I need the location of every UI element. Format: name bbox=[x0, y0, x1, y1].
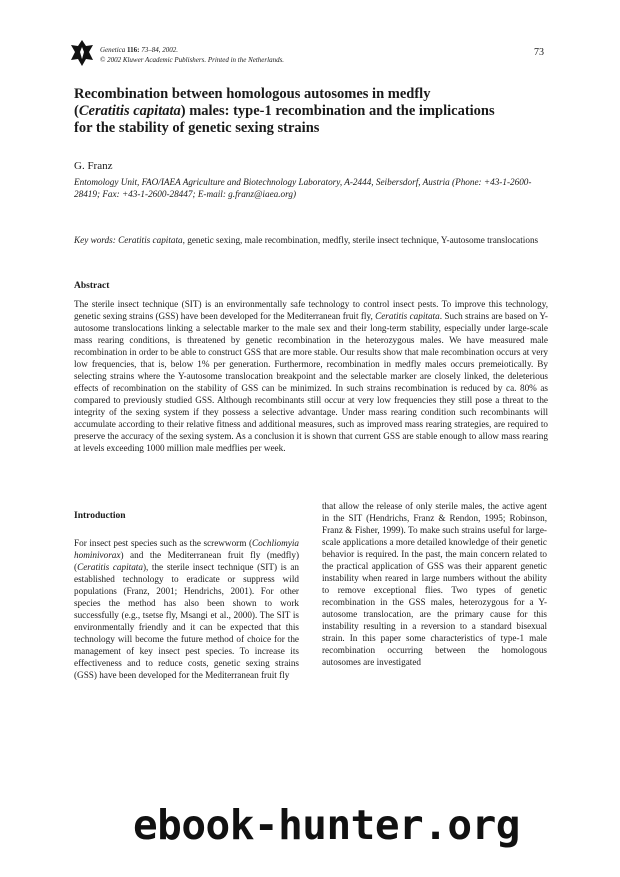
title-line-2: (Ceratitis capitata) males: type-1 recombination and the implications bbox=[74, 103, 495, 119]
author-affiliation: Entomology Unit, FAO/IAEA Agriculture and Biotechnology Laboratory, A-2444, Seibersdorf, Austria (Phone: +43-1-2600-28419; Fax: +43-1-2600-28447; E-mail: g.franz@iaea.org) bbox=[74, 177, 532, 199]
introduction-paragraph: For insect pest species such as the screwworm (Cochliomyia hominivorax) and the Mediterranean fruit fly (medfly) (Ceratitis capitata), the sterile insect technique (SIT) is an established technology to eradicate or suppress wild populations (Franz, 2001; Hendrichs, 2001). For other species the method has also been shown to work successfully (e.g., tsetse fly, Msangi et al., 2000). The SIT is environmentally friendly and it can be expected that this technology will become the future method of choice for the management of key insect pest species. To increase its effectiveness and to reduce costs, genetic sexing strains (GSS) have been developed for the Mediterranean fruit fly bbox=[74, 538, 299, 680]
publisher-logo-icon bbox=[71, 40, 93, 66]
copyright-line: © 2002 Kluwer Academic Publishers. Printed in the Netherlands. bbox=[100, 56, 285, 64]
abstract-body: The sterile insect technique (SIT) is an environmentally safe technology to control insect pests. To improve this technology, genetic sexing strains (GSS) have been developed for the Mediterranean fruit fly, Ceratitis capitata. Such strains are based on Y-autosome translocations linking a selectable marker to the male sex and their long-term stability, especially under large-scale mass rearing conditions, is threatened by genetic recombination in the heterozygous males. We have measured male recombination in order to be able to construct GSS that are more stable. Our results show that male recombination occurs at very low frequencies, that is, below 1% per generation. Furthermore, recombination in medfly males occurs premeiotically. By selecting strains where the Y-autosome translocation breakpoint and the selectable marker are closely linked, the deleterious effects of recombination on the stability of GSS can be minimized. In such strains recombination is reduced by ca. 80% as compared to previously studied GSS. Although recombinants still occur at very low frequencies they still pose a threat to the integrity of the sexing system if they possess a selective advantage. Under mass rearing condition such recombinants will accumulate according to their relative fitness and additional measures, such as improved mass rearing strategies, are required to preserve the accuracy of the sexing system. As a conclusion it is shown that current GSS are stable enough to allow mass rearing at levels exceeding 1000 million male medflies per week. bbox=[74, 299, 548, 453]
author-name: G. Franz bbox=[74, 160, 113, 172]
journal-pages-year: 73–84, 2002. bbox=[141, 46, 178, 54]
introduction-heading: Introduction bbox=[74, 511, 126, 521]
page-number: 73 bbox=[534, 47, 544, 58]
keywords-label: Key words: bbox=[74, 235, 116, 245]
keywords bbox=[74, 234, 554, 246]
title-species: Ceratitis capitata bbox=[78, 103, 181, 119]
journal-name: Genetica bbox=[100, 46, 126, 54]
keywords-species: Ceratitis capitata bbox=[118, 235, 183, 245]
journal-volume: 116: bbox=[127, 46, 140, 54]
watermark-text: ebook-hunter.org bbox=[133, 801, 520, 849]
keywords-list: , genetic sexing, male recombination, medfly, sterile insect technique, Y-autosome translocations bbox=[182, 235, 539, 245]
right-column bbox=[322, 500, 547, 668]
introduction-continued: that allow the release of only sterile males, the active agent in the SIT (Hendrichs, Franz & Rendon, 1995; Robinson, Franz & Fisher, 1999). To make such strains useful for large-scale applications a more detailed knowledge of their genetic behavior is required. In the past, the main concern related to the practical application of GSS was their apparent genetic instability when reared in large numbers without the ability to remove exceptional flies. Two types of genetic recombination in the GSS males, heterozygous for a Y-autosome translocation, are the primary cause for this instability resulting in a reversion to a standard bisexual strain. In this paper some characteristics of type-1 male recombination occurring between the homologous autosomes are investigated bbox=[322, 501, 547, 667]
journal-header bbox=[100, 45, 284, 65]
abstract-heading: Abstract bbox=[74, 281, 110, 291]
abstract-species: Ceratitis capitata bbox=[375, 311, 440, 321]
title-line-3: for the stability of genetic sexing strains bbox=[74, 120, 320, 136]
title-line-1: Recombination between homologous autosomes in medfly bbox=[74, 86, 431, 102]
paper-title bbox=[74, 86, 554, 137]
left-column bbox=[74, 510, 299, 681]
